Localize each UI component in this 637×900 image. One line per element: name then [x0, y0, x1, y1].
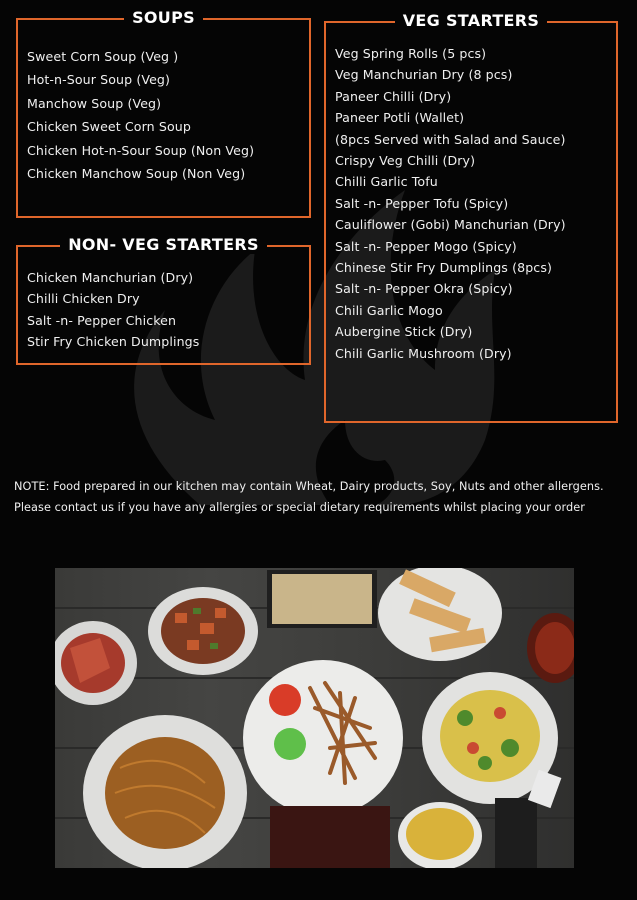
soup-item: Sweet Corn Soup (Veg ): [27, 49, 179, 64]
non-veg-starters-title: NON- VEG STARTERS: [60, 235, 267, 254]
veg-item: Chinese Stir Fry Dumplings (8pcs): [335, 260, 552, 276]
soup-item: Manchow Soup (Veg): [27, 95, 162, 111]
veg-item: Salt -n- Pepper Tofu (Spicy): [335, 195, 509, 211]
veg-item: Paneer Chilli (Dry): [335, 88, 452, 104]
veg-item: Salt -n- Pepper Okra (Spicy): [335, 281, 513, 297]
veg-item: Chili Garlic Mogo: [335, 302, 443, 318]
veg-item: Veg Manchurian Dry (8 pcs): [335, 67, 513, 83]
allergen-note: [14, 477, 629, 518]
veg-starters-section: [324, 11, 618, 423]
veg-item: Chilli Garlic Tofu: [335, 174, 438, 190]
non-veg-item: Chicken Manchurian (Dry): [27, 270, 194, 285]
veg-item: Cauliflower (Gobi) Manchurian (Dry): [335, 217, 566, 233]
non-veg-item: Stir Fry Chicken Dumplings: [27, 334, 200, 350]
allergen-note-line-2: Please contact us if you have any allergies or special dietary requirements whilst placing your order: [14, 500, 585, 514]
soups-section: [16, 8, 311, 218]
soups-list: [27, 45, 254, 185]
non-veg-starters-list: [27, 267, 199, 353]
veg-starters-title: VEG STARTERS: [395, 11, 547, 30]
veg-item: Crispy Veg Chilli (Dry): [335, 153, 476, 169]
food-photo-illustration: [55, 568, 574, 868]
non-veg-item: Salt -n- Pepper Chicken: [27, 312, 177, 328]
non-veg-starters-section: [16, 235, 311, 365]
veg-item: Paneer Potli (Wallet): [335, 110, 465, 126]
veg-item: Aubergine Stick (Dry): [335, 324, 473, 340]
soup-item: Chicken Hot-n-Sour Soup (Non Veg): [27, 142, 255, 158]
soup-item: Chicken Manchow Soup (Non Veg): [27, 166, 246, 182]
soup-item: Hot-n-Sour Soup (Veg): [27, 72, 171, 88]
soup-item: Chicken Sweet Corn Soup: [27, 119, 191, 135]
veg-item: Salt -n- Pepper Mogo (Spicy): [335, 238, 517, 254]
veg-item: Chili Garlic Mushroom (Dry): [335, 345, 512, 361]
non-veg-item: Chilli Chicken Dry: [27, 291, 140, 307]
veg-item: Veg Spring Rolls (5 pcs): [335, 46, 487, 61]
veg-starters-list: [335, 43, 566, 364]
soups-title: SOUPS: [124, 8, 203, 27]
allergen-note-line-1: NOTE: Food prepared in our kitchen may contain Wheat, Dairy products, Soy, Nuts and other allergens.: [14, 480, 604, 493]
food-photo: [55, 568, 574, 868]
veg-item: (8pcs Served with Salad and Sauce): [335, 131, 566, 147]
